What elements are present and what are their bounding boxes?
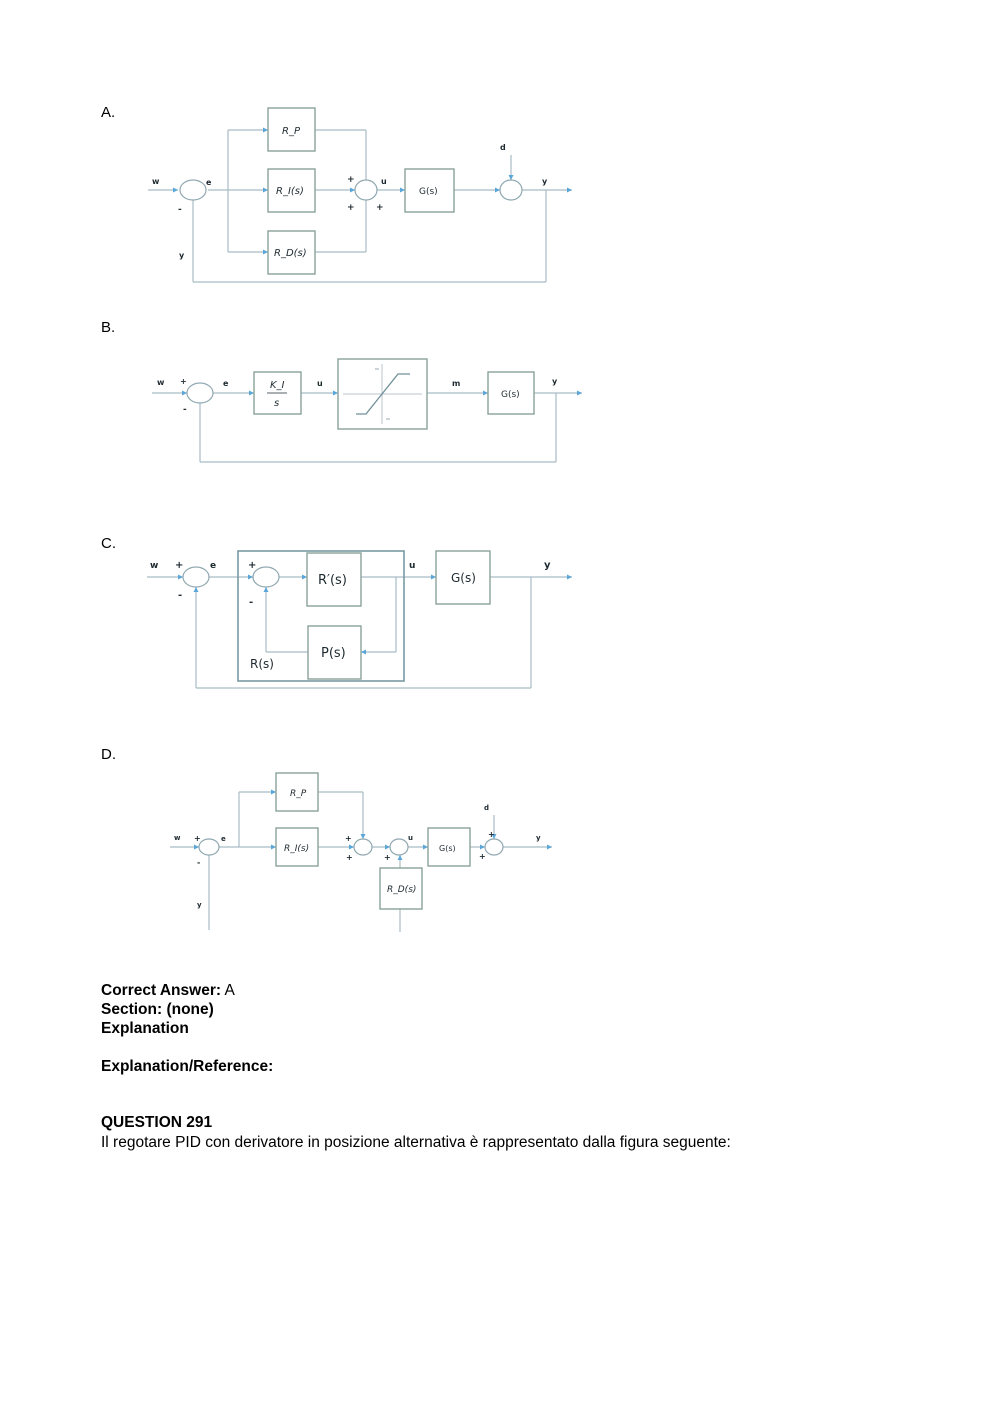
explanation-heading: Explanation: [101, 1020, 189, 1037]
minus-sign: -: [183, 405, 187, 415]
diagram-a: [0, 100, 620, 295]
w-label: w: [157, 378, 165, 387]
summing-junction-pi: [354, 839, 372, 855]
option-c-label: C.: [101, 535, 116, 552]
summing-junction-disturbance: [500, 180, 522, 200]
diagram-d-wires: [170, 790, 552, 933]
plus-sign-3: +: [376, 203, 384, 213]
diagram-c: [0, 545, 620, 695]
diagram-d: [0, 765, 620, 940]
e-label: e: [223, 379, 229, 388]
summing-junction-error: [199, 839, 219, 855]
m-label: m: [452, 379, 461, 388]
explanation-reference-heading: Explanation/Reference:: [101, 1058, 274, 1075]
question-title: QUESTION 291: [101, 1114, 213, 1131]
y-label: y: [552, 377, 558, 386]
plus-sign-inner: +: [248, 560, 257, 571]
u-label: u: [408, 834, 413, 842]
rd-label: R_D(s): [274, 248, 307, 259]
diagram-b: [0, 350, 620, 470]
plus-sign-2: +: [345, 834, 352, 843]
w-label: w: [150, 561, 159, 571]
w-label: w: [152, 177, 160, 186]
r-label: R(s): [250, 657, 274, 671]
plus-sign-6: +: [479, 852, 486, 861]
g-label: G(s): [501, 390, 520, 400]
plus-sign-2: +: [347, 203, 355, 213]
y-feedback-label: y: [179, 251, 185, 260]
correct-answer-value: A: [224, 982, 235, 999]
y-output-label: y: [536, 834, 541, 842]
summing-junction: [187, 383, 213, 403]
u-label: u: [381, 177, 387, 186]
rp-label: R_P: [282, 126, 300, 137]
minus-sign-outer: -: [178, 590, 183, 601]
summing-junction-derivative: [390, 839, 408, 855]
summing-junction-outer: [183, 567, 209, 587]
w-label: w: [174, 834, 181, 842]
diagram-a-wires: [148, 128, 572, 283]
plus-sign-3: +: [346, 853, 353, 862]
ri-label: R_I(s): [276, 186, 304, 197]
minus-sign-inner: -: [249, 597, 254, 608]
g-label: G(s): [451, 571, 476, 585]
ri-label: R_I(s): [284, 844, 310, 854]
question-text: Il regotare PID con derivatore in posizione alternativa è rappresentato dalla figura seguente:: [101, 1134, 731, 1151]
rprime-label: R′(s): [318, 573, 347, 588]
minus-sign: -: [197, 858, 201, 867]
minus-sign: -: [178, 205, 182, 215]
summing-junction-disturbance: [485, 839, 503, 855]
option-a-label: A.: [101, 104, 116, 121]
y-label: y: [544, 560, 551, 571]
e-label: e: [221, 835, 226, 843]
y-output-label: y: [542, 177, 548, 186]
rd-label: R_D(s): [387, 885, 417, 895]
d-label: d: [500, 143, 506, 152]
plus-sign-1: +: [194, 834, 201, 843]
plus-sign-outer: +: [175, 560, 184, 571]
summing-junction-error: [180, 180, 206, 200]
g-label: G(s): [419, 187, 438, 197]
e-label: e: [210, 561, 217, 571]
summing-junction-inner: [253, 567, 279, 587]
plus-sign: +: [180, 377, 187, 386]
correct-answer-line: [101, 981, 235, 1000]
section-line: Section: (none): [101, 1001, 214, 1018]
s-label: s: [274, 398, 280, 409]
option-d-label: D.: [101, 746, 116, 763]
e-label: e: [206, 178, 212, 187]
y-feedback-label: y: [197, 901, 202, 909]
d-label: d: [484, 804, 490, 812]
plus-sign-1: +: [347, 175, 355, 185]
u-label: u: [317, 379, 323, 388]
u-label: u: [409, 561, 416, 571]
summing-junction-pid: [355, 180, 377, 200]
plus-sign-4: +: [384, 853, 391, 862]
ki-label: K_I: [270, 380, 285, 391]
rp-label: R_P: [290, 789, 307, 799]
p-label: P(s): [321, 646, 346, 661]
option-b-label: B.: [101, 319, 116, 336]
plus-sign-5: +: [488, 830, 495, 839]
g-label: G(s): [439, 844, 456, 853]
correct-answer-label: Correct Answer:: [101, 982, 222, 999]
